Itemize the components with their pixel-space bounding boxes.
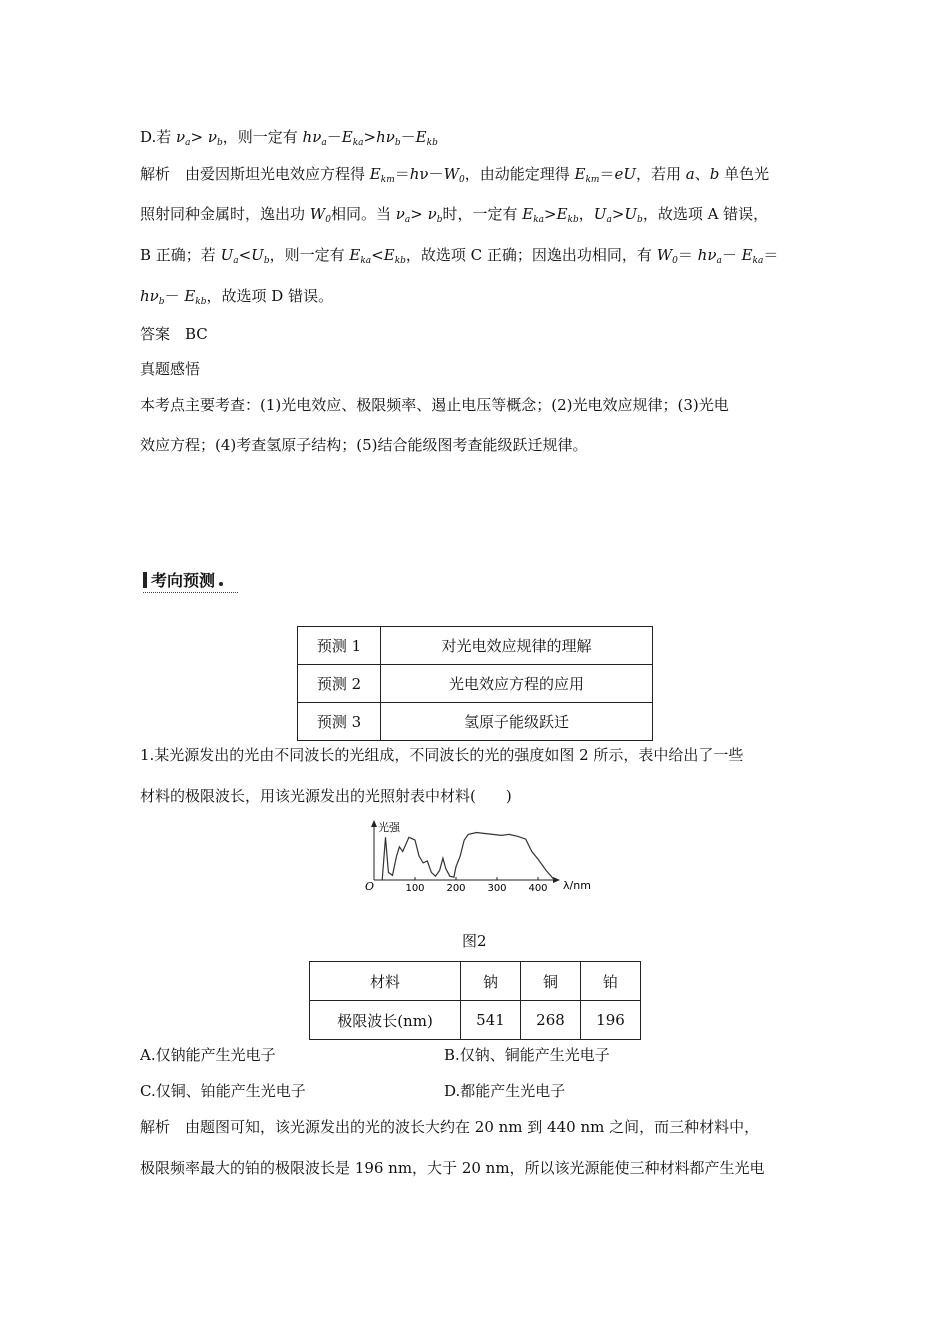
kaodian-line-2: 效应方程；(4)考查氢原子结构；(5)结合能级图考查能级跃迁规律。 — [140, 436, 588, 454]
prediction-text: 氢原子能级跃迁 — [381, 703, 653, 741]
x-axis-label: λ/nm — [563, 879, 591, 892]
option-d[interactable]: D.都能产生光电子 — [444, 1082, 566, 1100]
table-cell: 541 — [461, 1001, 521, 1040]
intensity-curve — [382, 833, 554, 881]
table-cell: 196 — [581, 1001, 641, 1040]
analysis2-line-1: 解析 由题图可知，该光源发出的光的波长大约在 20 nm 到 440 nm 之间，而三种材料中， — [140, 1118, 760, 1136]
option-b[interactable]: B.仅钠、铜能产生光电子 — [444, 1046, 610, 1064]
table-row — [310, 1001, 641, 1040]
question-1-line-1: 1.某光源发出的光由不同波长的光组成，不同波长的光的强度如图 2 所示，表中给出了一些 — [140, 746, 744, 764]
header-cell: 钠 — [461, 962, 521, 1001]
kaodian-line-1: 本考点主要考查：(1)光电效应、极限频率、遏止电压等概念；(2)光电效应规律；(3)光电 — [140, 396, 729, 414]
option-c[interactable]: C.仅铜、铂能产生光电子 — [140, 1082, 306, 1100]
prediction-label: 预测 1 — [298, 627, 381, 665]
zhenti-heading: 真题感悟 — [140, 360, 201, 378]
prediction-label: 预测 2 — [298, 665, 381, 703]
origin-label: O — [365, 880, 375, 893]
heading-dot-icon — [219, 582, 223, 586]
table-cell: 极限波长(nm) — [310, 1001, 461, 1040]
figure-caption: 图2 — [462, 932, 487, 950]
analysis-line-3: B 正确；若 $U_a<U_b$，则一定有 $E_{ka}<E_{kb}$，故选项 C 正确；因逸出功相同，有 $W_0= h\nu_a- E_{ka}=$ — [140, 246, 779, 266]
x-tick-label: 100 — [405, 883, 425, 894]
analysis2-line-2: 极限频率最大的铂的极限波长是 196 nm，大于 20 nm，所以该光源能使三种材料都产生光电 — [140, 1159, 765, 1177]
heading-bar-icon — [143, 572, 147, 588]
question-1-line-2: 材料的极限波长，用该光源发出的光照射表中材料( ) — [140, 787, 512, 805]
table-row — [298, 627, 653, 665]
option-d-line: D.若 $\nu_a> \nu_b$，则一定有 $h\nu_a-E_{ka}>h\nu_b-E_{kb}$ — [140, 128, 438, 148]
header-cell: 铂 — [581, 962, 641, 1001]
spectrum-chart — [360, 818, 620, 896]
header-cell: 铜 — [521, 962, 581, 1001]
prediction-text: 对光电效应规律的理解 — [381, 627, 653, 665]
table-cell: 268 — [521, 1001, 581, 1040]
analysis-line-2: 照射同种金属时，逸出功 $W_0$相同。当 $\nu_a> \nu_b$时，一定有 $E_{ka}>E_{kb}$，$U_a>U_b$，故选项 A 错误， — [140, 205, 769, 225]
prediction-label: 预测 3 — [298, 703, 381, 741]
materials-table — [309, 961, 641, 1040]
heading-underline — [143, 592, 238, 593]
x-tick-label: 300 — [487, 883, 507, 894]
table-row — [298, 665, 653, 703]
predictions-table — [297, 626, 653, 741]
table-row — [298, 703, 653, 741]
option-a[interactable]: A.仅钠能产生光电子 — [140, 1046, 276, 1064]
analysis-line-1: 解析 由爱因斯坦光电效应方程得 $E_{km}=h\nu-W_0$，由动能定理得 $E_{km}=eU$，若用 a、b 单色光 — [140, 165, 770, 185]
analysis-line-4: $h\nu_b- E_{kb}$，故选项 D 错误。 — [140, 287, 334, 307]
y-axis-label: 光强 — [378, 821, 400, 834]
answer-line: 答案 BC — [140, 325, 208, 343]
table-row — [310, 962, 641, 1001]
y-axis-arrow-icon — [371, 820, 377, 827]
section-heading: 考向预测 — [143, 568, 223, 591]
x-tick-label: 400 — [528, 883, 548, 894]
x-tick-label: 200 — [446, 883, 466, 894]
header-cell: 材料 — [310, 962, 461, 1001]
prediction-text: 光电效应方程的应用 — [381, 665, 653, 703]
